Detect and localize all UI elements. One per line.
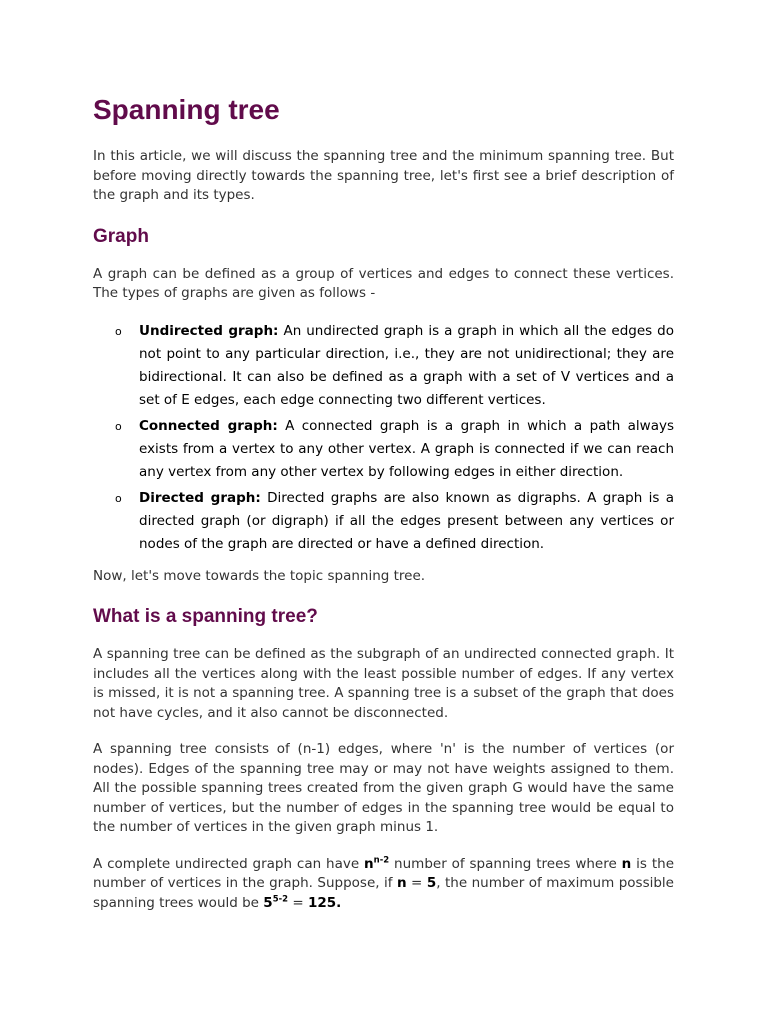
desc-connected-graph: A connected graph is a graph in which a path always exists from a vertex to any other vertex. A graph is connected if we can reach any vertex from any other vertex by following edges in either direction. [139, 417, 675, 480]
base-value: 5 [263, 894, 273, 911]
exponent-5-minus-2: 5-2 [272, 894, 289, 904]
n-term: n [396, 875, 407, 891]
n-term: n [621, 855, 632, 872]
list-item-connected-graph [115, 415, 675, 484]
bullet-marker: o [115, 419, 122, 433]
desc-undirected-graph: An undirected graph is a graph in which all the edges do not point to any particular direction, i.e., they are not unidirectional; they are bidirectional. It can also be defined as a graph with a set of V vertices and a set of E edges, each edge connecting two different vertices. [139, 322, 674, 408]
graph-types-list [93, 320, 674, 556]
count-text-3: is the number of vertices in the graph. Suppose, if [93, 855, 674, 891]
intro-paragraph: In this article, we will discuss the spanning tree and the minimum spanning tree. But before moving directly towards the spanning tree, let's first see a brief description of the graph and its types. [93, 148, 674, 203]
page-title: Spanning tree [93, 94, 280, 125]
edges-paragraph: A spanning tree consists of (n-1) edges, where 'n' is the number of vertices (or nodes). Edges of the spanning tree may or may not have weights assigned to them. All the possible spanning trees created from the given graph G would have the same number of vertices, but the number of edges in the spanning tree would be equal to the number of vertices in the given graph minus 1. [93, 741, 674, 835]
list-item-directed-graph [115, 487, 674, 556]
count-text-5: , the number of maximum possible spanning trees would be [93, 875, 674, 911]
count-text-1: A complete undirected graph can have [93, 855, 365, 872]
term-undirected-graph: Undirected graph: [139, 322, 279, 339]
term-directed-graph: Directed graph: [139, 489, 261, 506]
count-text-6: = [288, 894, 308, 911]
definition-paragraph: A spanning tree can be defined as the subgraph of an undirected connected graph. It includes all the vertices along with the least possible number of edges. If any vertex is missed, it is not a spanning tree. A spanning tree is a subset of the graph that does not have cycles, and it also cannot be disconnected. [93, 646, 674, 721]
n-term: n [364, 855, 374, 872]
exponent-n-minus-2: n-2 [373, 855, 390, 865]
graph-heading: Graph [93, 225, 149, 247]
n-value: 5 [426, 875, 437, 891]
bullet-marker: o [115, 491, 122, 505]
graph-description: A graph can be defined as a group of vertices and edges to connect these vertices. The types of graphs are given as follows - [93, 265, 674, 301]
count-text-4: = [406, 875, 427, 891]
result-value: 125. [307, 894, 342, 911]
list-item-undirected-graph [115, 320, 674, 412]
term-connected-graph: Connected graph: [139, 417, 278, 434]
count-paragraph [93, 855, 674, 914]
count-text-2: number of spanning trees where [389, 855, 622, 872]
bullet-marker: o [115, 324, 122, 338]
article [93, 92, 674, 913]
desc-directed-graph: Directed graphs are also known as digraphs. A graph is a directed graph (or digraph) if all the edges present between any vertices or nodes of the graph are directed or have a defined direction. [139, 489, 674, 552]
transition-paragraph: Now, let's move towards the topic spanning tree. [93, 567, 426, 584]
what-is-spanning-tree-heading: What is a spanning tree? [93, 606, 318, 627]
